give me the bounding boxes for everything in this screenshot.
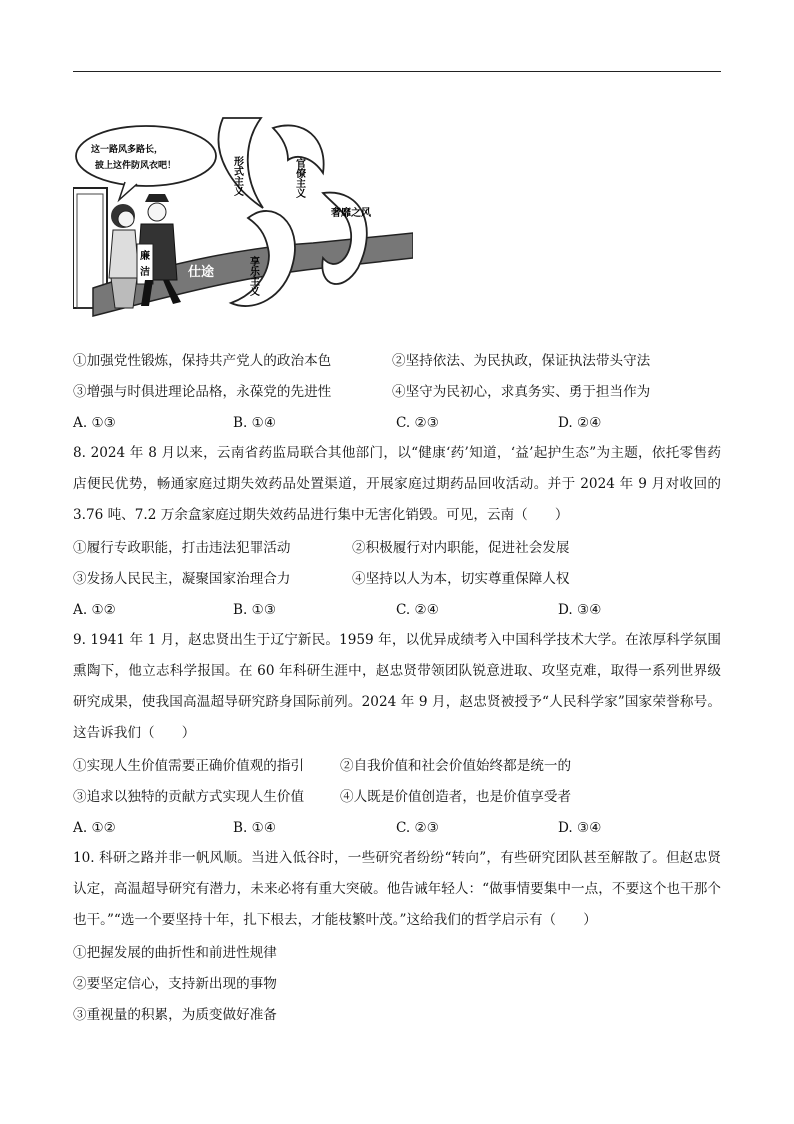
q8-statement-2: ②积极履行对内职能，促进社会发展 — [352, 540, 570, 556]
cartoon-illustration — [73, 98, 413, 338]
q7-choice-c[interactable]: C. ②③ — [396, 415, 439, 431]
q10-statement-1: ①把握发展的曲折性和前进性规律 — [73, 945, 277, 961]
coat-label-1: 廉 — [140, 251, 150, 262]
wind-label-1: 形式主义 — [231, 156, 243, 196]
wind-swirl-4 — [322, 193, 366, 284]
q9-statement-2: ②自我价值和社会价值始终都是统一的 — [340, 758, 572, 774]
header-rule — [73, 71, 721, 72]
q10-statement-2: ②要坚定信心，支持新出现的事物 — [73, 976, 277, 992]
q7-statement-4: ④坚守为民初心，求真务实、勇于担当作为 — [392, 384, 651, 400]
q7-choice-d[interactable]: D. ②④ — [558, 415, 602, 431]
q9-statement-3: ③追求以独特的贡献方式实现人生价值 — [73, 789, 305, 805]
wind-label-3: 享乐主义 — [247, 256, 259, 296]
q7-statement-1: ①加强党性锻炼，保持共产党人的政治本色 — [73, 353, 332, 369]
q7-statement-2: ②坚持依法、为民执政，保证执法带头守法 — [392, 353, 651, 369]
q8-choice-a[interactable]: A. ①② — [73, 602, 116, 618]
coat — [137, 244, 153, 284]
q9-choice-d[interactable]: D. ③④ — [558, 820, 602, 836]
q10-stem: 10. 科研之路并非一帆风顺。当进入低谷时，一些研究者纷纷“转向”，有些研究团队甚至解散了。但赵忠贤认定，高温超导研究有潜力，未来必将有重大突破。他告诫年轻人：“做事情要集中一点，不要这个也干那个也干。”“选一个要坚持十年，扎下根去，才能枝繁叶茂。”这给我们的哲学启示有（ ） — [73, 850, 721, 928]
q9-statement-1: ①实现人生价值需要正确价值观的指引 — [73, 758, 305, 774]
speech-line-2: 披上这件防风衣吧！ — [95, 161, 177, 171]
q8-choice-c[interactable]: C. ②④ — [396, 602, 439, 618]
woman-figure — [109, 204, 139, 308]
speech-bubble — [76, 126, 216, 186]
q7-choice-b[interactable]: B. ①④ — [233, 415, 277, 431]
wind-label-2: 官僚主义 — [293, 158, 305, 198]
q8-statement-1: ①履行专政职能，打击违法犯罪活动 — [73, 540, 291, 556]
wind-label-4: 奢靡之风 — [331, 208, 371, 219]
coat-label-2: 洁 — [140, 267, 150, 278]
q8-stem: 8. 2024 年 8 月以来，云南省药监局联合其他部门，以“健康‘药’知道，‘益’起护生态”为主题，依托零售药店便民优势，畅通家庭过期失效药品处置渠道，开展家庭过期药品回收活动。并于 2024 年 9 月对收回的 3.76 吨、7.2 万余盒家庭过期失效药品进行集中无害化销毁。可见，云南（ ） — [73, 445, 721, 523]
q9-choice-a[interactable]: A. ①② — [73, 820, 116, 836]
q8-statement-4: ④坚持以人为本，切实尊重保障人权 — [352, 571, 570, 587]
q7-choice-a[interactable]: A. ①③ — [73, 415, 116, 431]
q7-statement-3: ③增强与时俱进理论品格，永葆党的先进性 — [73, 384, 332, 400]
speech-line-1: 这一路风多路长， — [91, 145, 164, 155]
q9-stem: 9. 1941 年 1 月，赵忠贤出生于辽宁新民。1959 年，以优异成绩考入中国科学技术大学。在浓厚科学氛围熏陶下，他立志科学报国。在 60 年科研生涯中，赵忠贤带领团队锐意进取、攻坚克难，取得一系列世界级研究成果，使我国高温超导研究跻身国际前列。2024 年 9 月，赵忠贤被授予“人民科学家”国家荣誉称号。这告诉我们（ ） — [73, 632, 721, 741]
q8-choice-d[interactable]: D. ③④ — [558, 602, 602, 618]
q8-choice-b[interactable]: B. ①③ — [233, 602, 277, 618]
q8-statement-3: ③发扬人民民主，凝聚国家治理合力 — [73, 571, 291, 587]
road-label: 仕途 — [188, 265, 215, 280]
q10-statement-3: ③重视量的积累，为质变做好准备 — [73, 1007, 277, 1023]
q9-statement-4: ④人既是价值创造者，也是价值享受者 — [340, 789, 572, 805]
q9-choice-c[interactable]: C. ②③ — [396, 820, 439, 836]
q9-choice-b[interactable]: B. ①④ — [233, 820, 277, 836]
